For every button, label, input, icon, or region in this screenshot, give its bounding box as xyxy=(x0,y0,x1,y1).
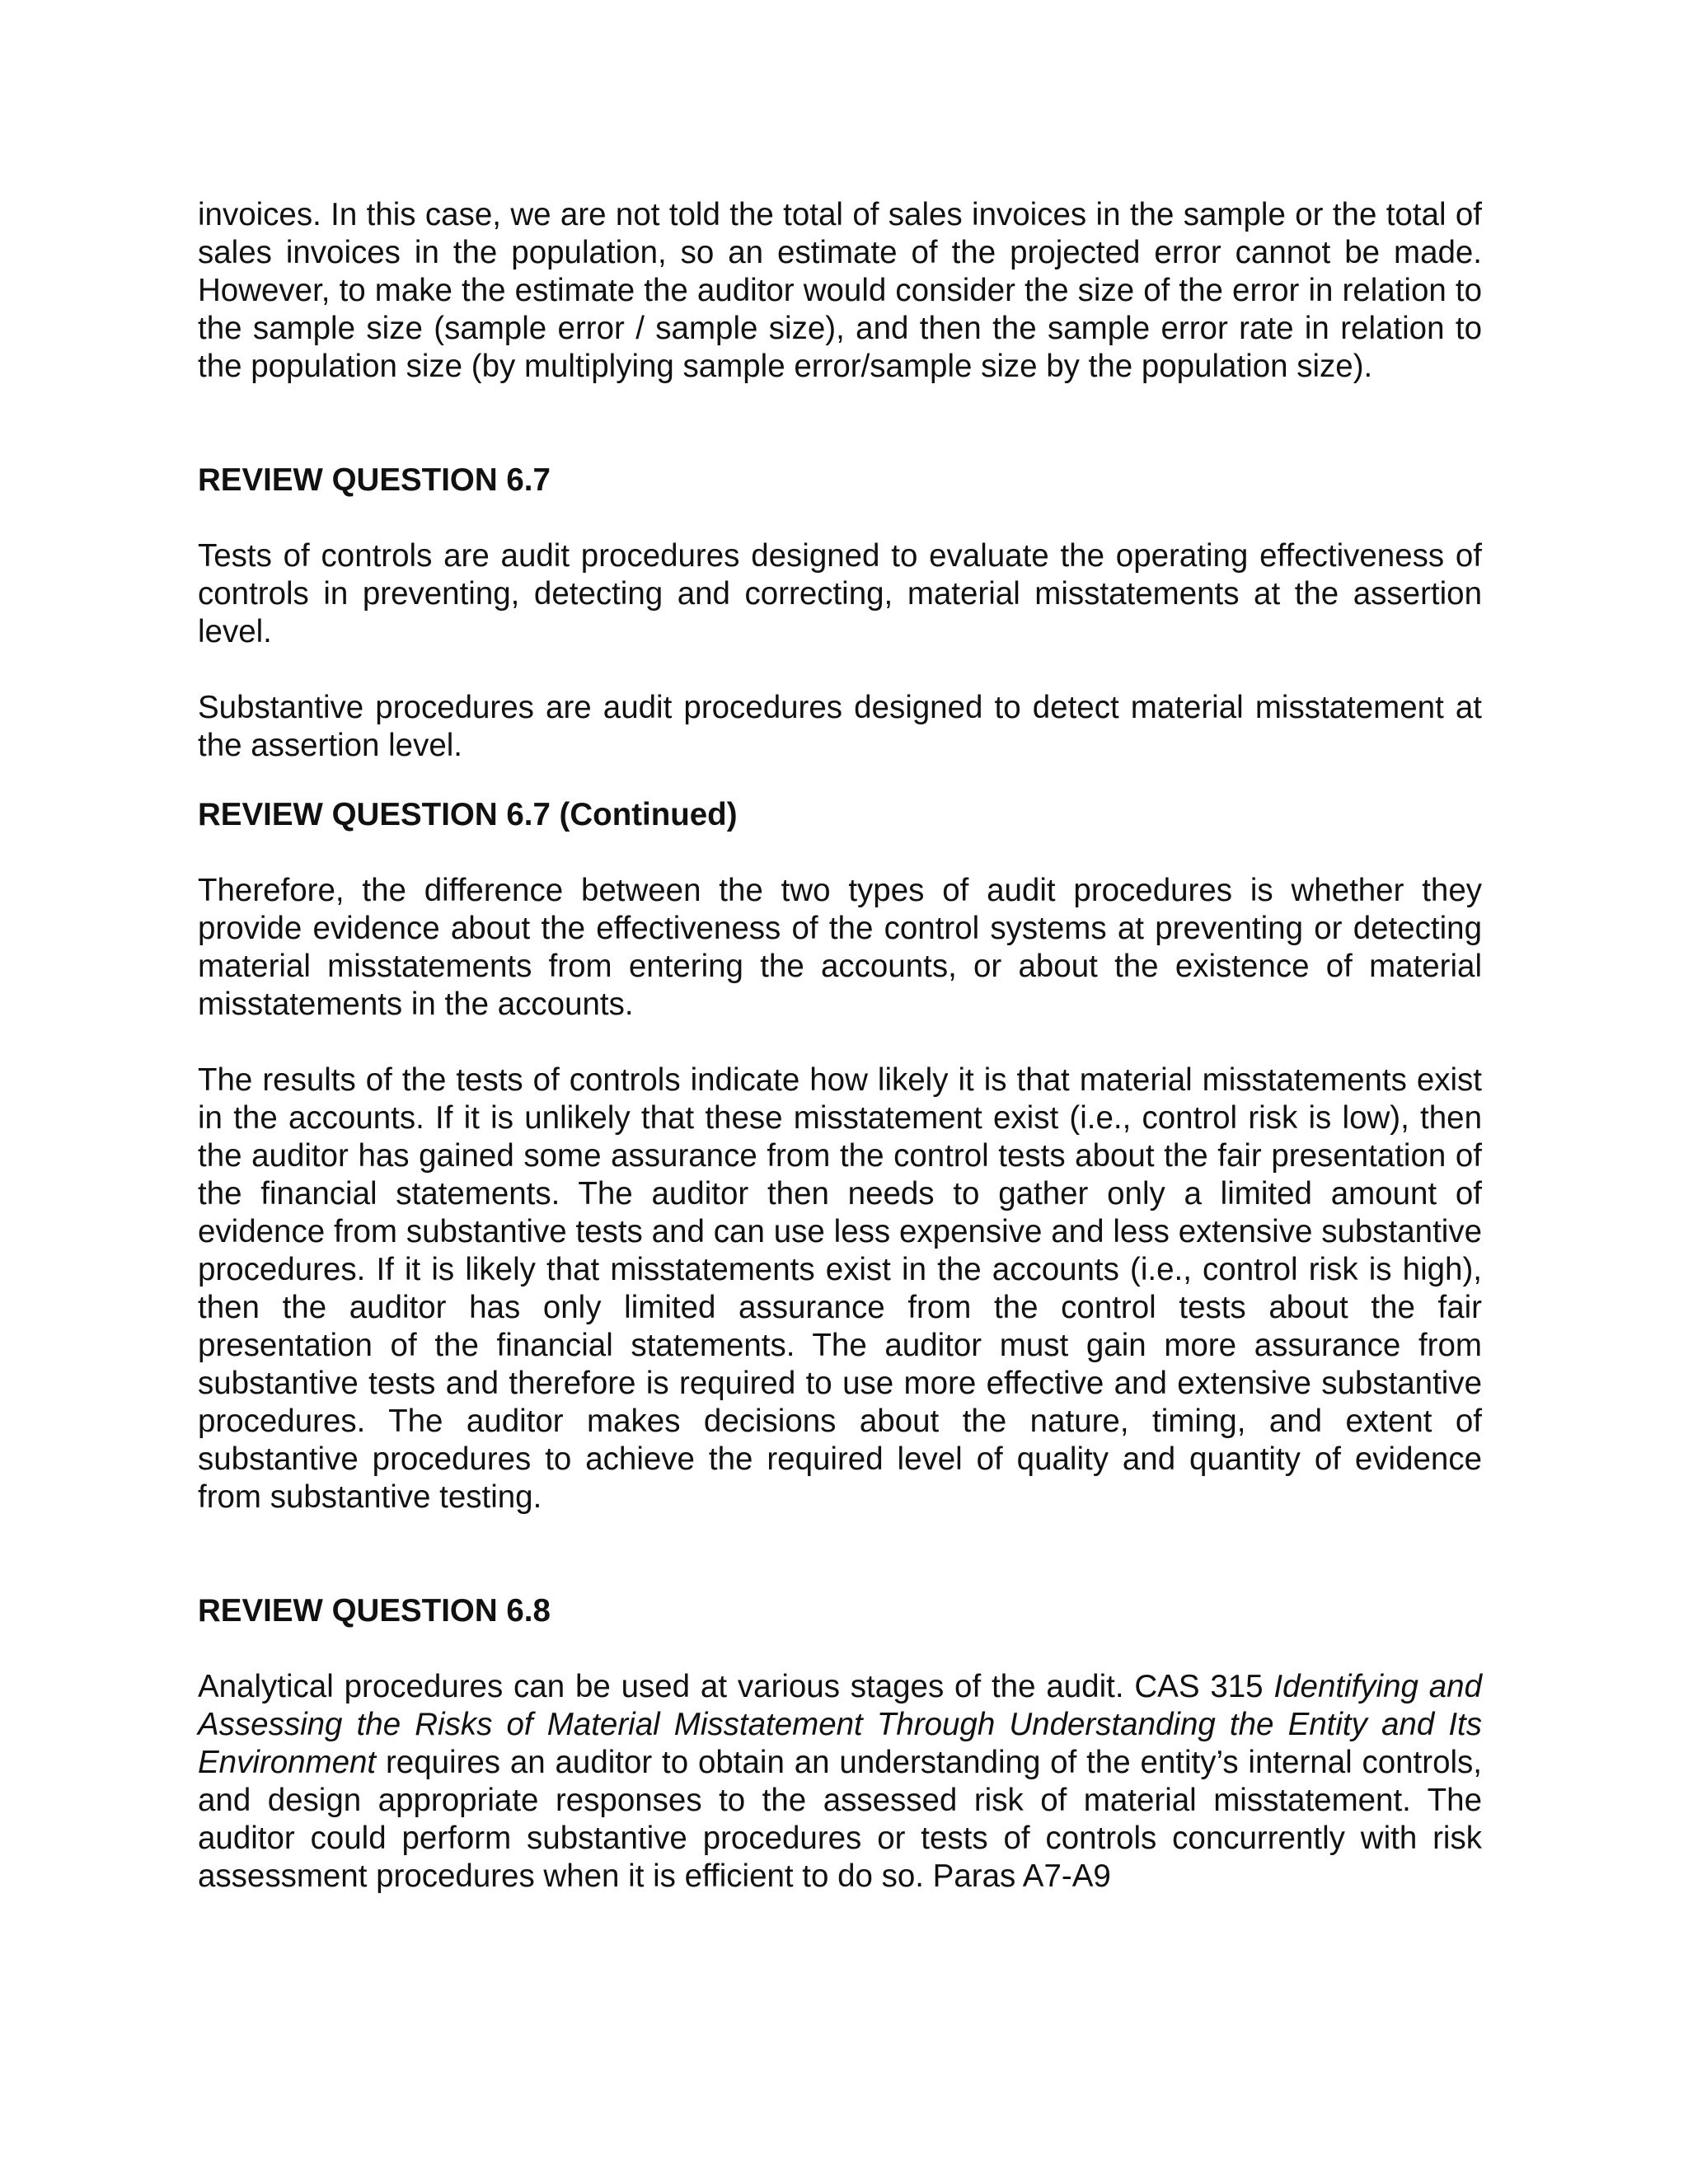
spacer xyxy=(198,834,1482,872)
spacer xyxy=(198,1516,1482,1592)
spacer xyxy=(198,765,1482,796)
spacer xyxy=(198,1024,1482,1062)
heading-review-question-6-7-continued: REVIEW QUESTION 6.7 (Continued) xyxy=(198,797,738,832)
results-paragraph: The results of the tests of controls indicate how likely it is that material misstatements exist in the accounts. If it is unlikely that these misstatement exist (i.e., control risk is low), then the auditor has gained some assurance from the control tests about the fair presentation of the financial statements. The auditor then needs to gather only a limited amount of evidence from substantive tests and can use less expensive and less extensive substantive procedures. If it is likely that misstatements exist in the accounts (i.e., control risk is high), then the auditor has only limited assurance from the control tests about the fair presentation of the financial statements. The auditor must gain more assurance from substantive tests and therefore is required to use more effective and extensive substantive procedures. The auditor makes decisions about the nature, timing, and extent of substantive procedures to achieve the required level of quality and quantity of evidence from substantive testing. xyxy=(198,1062,1482,1515)
spacer xyxy=(198,651,1482,689)
spacer xyxy=(198,386,1482,462)
spacer xyxy=(198,499,1482,537)
heading-review-question-6-7: REVIEW QUESTION 6.7 xyxy=(198,462,551,498)
heading-review-question-6-8: REVIEW QUESTION 6.8 xyxy=(198,1593,551,1629)
difference-paragraph: Therefore, the difference between the two types of audit procedures is whether they provide evidence about the effectiveness of the control systems at preventing or detecting material misstatements from entering the accounts, or about the existence of material misstatements in the accounts. xyxy=(198,873,1482,1022)
analytical-text-start: Analytical procedures can be used at various stages of the audit. CAS 315 xyxy=(198,1669,1274,1704)
substantive-procedures-paragraph: Substantive procedures are audit procedures designed to detect material misstatement at the assertion level. xyxy=(198,690,1482,763)
analytical-text-end: requires an auditor to obtain an understanding of the entity’s internal controls, and design appropriate responses to the assessed risk of material misstatement. The auditor could perform substantive procedures or tests of controls concurrently with risk assessment procedures when it is efficient to do so. Paras A7-A9 xyxy=(198,1745,1482,1894)
intro-paragraph: invoices. In this case, we are not told the total of sales invoices in the sample or the total of sales invoices in the population, so an estimate of the projected error cannot be made. However, to make the estimate the auditor would consider the size of the error in relation to the sample size (sample error / sample size), and then the sample error rate in relation to the population size (by multiplying sample error/sample size by the population size). xyxy=(198,197,1482,384)
tests-of-controls-paragraph: Tests of controls are audit procedures designed to evaluate the operating effectiveness of controls in preventing, detecting and correcting, material misstatements at the assertion level. xyxy=(198,538,1482,649)
document-page xyxy=(198,196,1482,1896)
spacer xyxy=(198,1630,1482,1668)
analytical-procedures-paragraph xyxy=(198,1668,1482,1896)
cas-315-title: Identifying and Assessing the Risks of Material Misstatement Through Understanding the Entity and Its Environment xyxy=(198,1669,1482,1780)
